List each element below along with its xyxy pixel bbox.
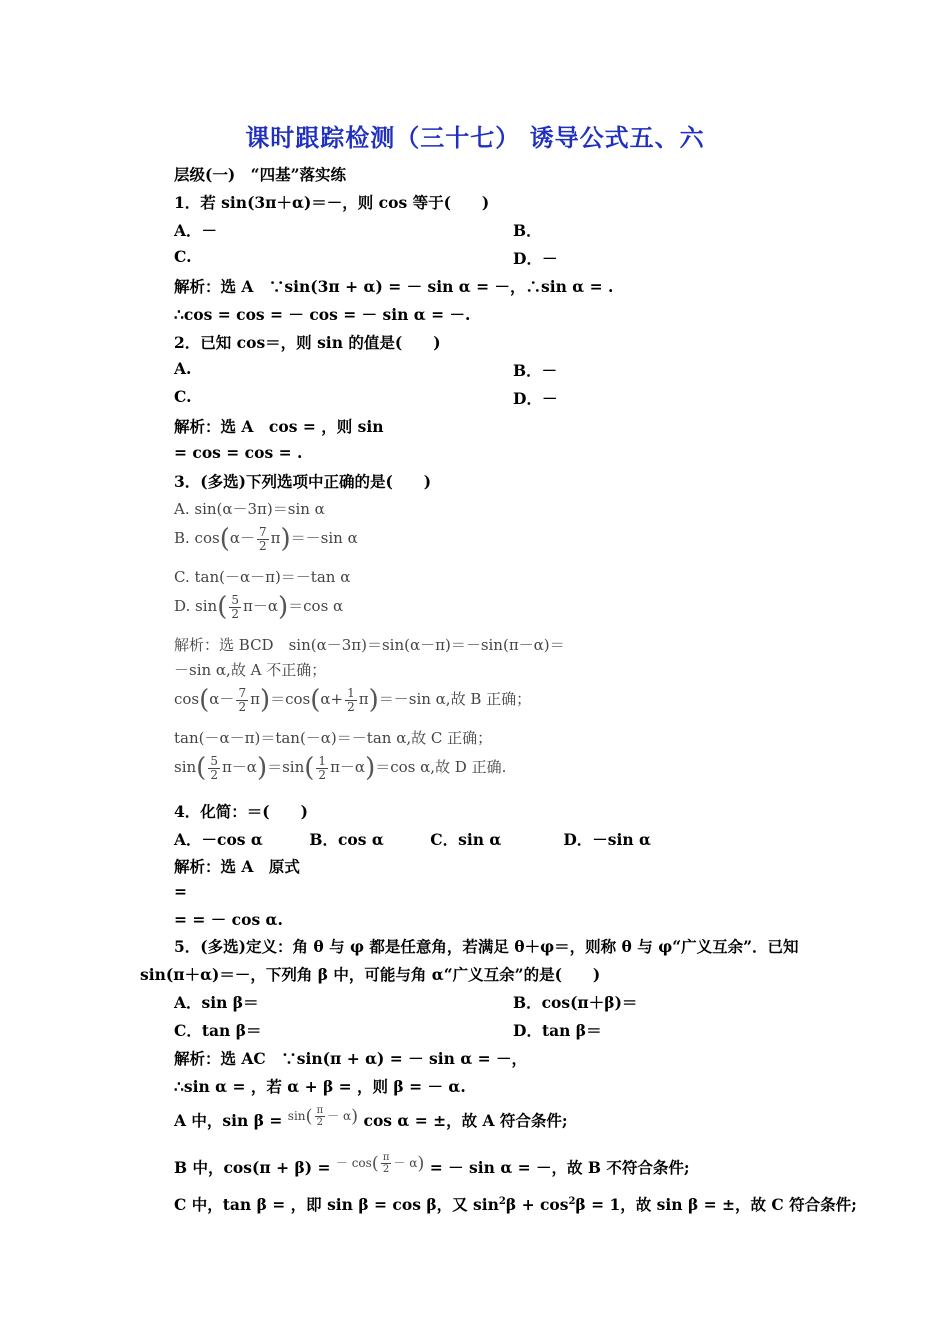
denominator: 2 bbox=[238, 699, 247, 714]
q5-stem-line-1: 5．(多选)定义：角 θ 与 φ 都是任意角，若满足 θ＋φ＝，则称 θ 与 φ“广义互余”．已知 bbox=[174, 937, 799, 956]
q5-solution-line-1: 解析：选 AC ∵sin(π + α) = － sin α = －， bbox=[174, 1049, 528, 1068]
q3-solution-line-5 bbox=[174, 753, 506, 783]
q5-option-b: B．cos(π＋β)＝ bbox=[513, 993, 638, 1012]
left-paren: ( bbox=[219, 524, 230, 554]
q3-solution-line-3 bbox=[174, 685, 531, 715]
right-paren: ) bbox=[417, 1153, 425, 1174]
q3-solution-line-2: －sin α,故 A 不正确； bbox=[174, 661, 327, 679]
fraction bbox=[236, 687, 248, 714]
expr-part: β + cos bbox=[505, 1195, 569, 1214]
q5-solution-b bbox=[174, 1152, 690, 1178]
q3-option-b-prefix: B. cos bbox=[174, 529, 220, 547]
q4-options: A．－cos α B．cos α C．sin α D．－sin α bbox=[174, 830, 651, 849]
inline-formula-image bbox=[287, 1105, 359, 1128]
fraction bbox=[315, 1105, 326, 1128]
q4-solution-line-2: = bbox=[174, 882, 187, 901]
q2-solution-line-1: 解析：选 A cos = ，则 sin bbox=[174, 417, 384, 436]
expr-part: β = 1，故 sin β = ±，故 C 符合条件; bbox=[575, 1195, 857, 1214]
q1-option-a: A．－ bbox=[174, 221, 218, 240]
q2-option-d: D．－ bbox=[513, 389, 558, 408]
numerator: π bbox=[316, 1105, 324, 1116]
fraction bbox=[229, 594, 241, 621]
superscript: 2 bbox=[568, 1195, 576, 1207]
expr-part: C 中，tan β = ，即 sin β = cos β，又 sin bbox=[174, 1195, 499, 1214]
expr-part: ＝－sin α,故 B 正确； bbox=[378, 690, 532, 708]
expr-part: － cos bbox=[335, 1156, 372, 1170]
expr-part: B 中，cos(π + β) = bbox=[174, 1158, 331, 1178]
q5-solution-line-2: ∴sin α = ，若 α + β = ，则 β = － α. bbox=[174, 1077, 466, 1096]
fraction bbox=[345, 687, 357, 714]
left-paren: ( bbox=[305, 1106, 313, 1127]
page-title: 课时跟踪检测（三十七） 诱导公式五、六 bbox=[245, 123, 705, 152]
section-heading: 层级(一) “四基”落实练 bbox=[174, 165, 346, 184]
expr-part: sin bbox=[174, 758, 197, 776]
q5-option-c: C．tan β＝ bbox=[174, 1021, 262, 1040]
q1-stem: 1．若 sin(3π＋α)＝－，则 cos 等于( ) bbox=[174, 193, 490, 212]
inline-formula-image bbox=[335, 1152, 425, 1175]
q3-solution-line-1: 解析：选 BCD sin(α－3π)＝sin(α－π)＝－sin(π－α)＝ bbox=[174, 636, 565, 654]
q3-option-a: A. sin(α－3π)＝sin α bbox=[174, 500, 325, 518]
q4-solution-line-1: 解析：选 A 原式 bbox=[174, 857, 300, 876]
q1-option-d: D．－ bbox=[513, 249, 558, 268]
expr-part: π bbox=[250, 690, 260, 708]
expr-part: α+ bbox=[320, 690, 344, 708]
q3-option-d bbox=[174, 592, 343, 622]
denominator: 2 bbox=[382, 1164, 390, 1175]
q3-option-b bbox=[174, 524, 358, 554]
expr-part: － α bbox=[393, 1156, 418, 1170]
expr-part: cos α = ±，故 A 符合条件; bbox=[363, 1111, 568, 1131]
q3-option-c: C. tan(－α－π)＝－tan α bbox=[174, 568, 351, 586]
q3-stem: 3．(多选)下列选项中正确的是( ) bbox=[174, 472, 432, 491]
left-paren: ( bbox=[304, 753, 315, 783]
q2-option-b: B．－ bbox=[513, 361, 558, 380]
q5-option-d: D．tan β＝ bbox=[513, 1021, 602, 1040]
expr-part: cos bbox=[174, 690, 200, 708]
q3-option-d-inner: π－α bbox=[242, 597, 278, 615]
expr-part: － α bbox=[327, 1109, 352, 1123]
q2-option-c: C. bbox=[174, 387, 192, 406]
denominator: 2 bbox=[259, 538, 267, 553]
right-paren: ) bbox=[256, 753, 268, 783]
denominator: 2 bbox=[316, 1117, 324, 1128]
expr-part: π－α bbox=[221, 758, 257, 776]
numerator: 5 bbox=[231, 592, 239, 607]
left-paren: ( bbox=[217, 592, 228, 622]
numerator: 7 bbox=[259, 524, 267, 539]
superscript: 2 bbox=[498, 1195, 506, 1207]
fraction bbox=[257, 526, 269, 553]
expr-part: ＝sin bbox=[267, 758, 305, 776]
q2-option-a: A. bbox=[174, 359, 192, 378]
q5-option-a: A．sin β＝ bbox=[174, 993, 259, 1012]
expr-part: A 中，sin β = bbox=[174, 1111, 283, 1131]
q3-option-d-rhs: ＝cos α bbox=[288, 597, 344, 615]
right-paren: ) bbox=[351, 1106, 359, 1127]
q2-stem: 2．已知 cos＝，则 sin 的值是( ) bbox=[174, 333, 441, 352]
left-paren: ( bbox=[196, 753, 207, 783]
fraction bbox=[208, 755, 220, 782]
fraction bbox=[316, 755, 328, 782]
expr-part: π－α bbox=[330, 758, 366, 776]
q3-option-b-inner: α－ bbox=[229, 529, 255, 547]
numerator: 7 bbox=[238, 685, 247, 700]
denominator: 2 bbox=[210, 767, 218, 782]
expr-part: = － sin α = －，故 B 不符合条件; bbox=[429, 1158, 690, 1178]
left-paren: ( bbox=[199, 685, 210, 715]
expr-part: ＝cos bbox=[270, 690, 311, 708]
q1-solution-line-1: 解析：选 A ∵sin(3π + α) = － sin α = －，∴sin α = . bbox=[174, 277, 614, 296]
right-paren: ) bbox=[368, 685, 379, 715]
q5-solution-a bbox=[174, 1105, 568, 1131]
right-paren: ) bbox=[259, 685, 271, 715]
fraction bbox=[381, 1152, 392, 1175]
q1-option-c: C. bbox=[174, 247, 192, 266]
q2-solution-line-2: = cos = cos = . bbox=[174, 443, 303, 462]
q4-solution-line-3: = = － cos α. bbox=[174, 910, 283, 929]
q1-option-b: B． bbox=[513, 221, 542, 240]
q1-solution-line-2: ∴cos = cos = － cos = － sin α = －. bbox=[174, 305, 471, 324]
expr-part: sin bbox=[287, 1109, 306, 1123]
expr-part: ＝cos α,故 D 正确. bbox=[375, 758, 507, 776]
q3-option-b-pi: π bbox=[270, 529, 281, 547]
right-paren: ) bbox=[280, 524, 291, 554]
q4-stem: 4．化简：＝( ) bbox=[174, 802, 308, 821]
denominator: 2 bbox=[231, 606, 239, 621]
numerator: 1 bbox=[318, 753, 327, 768]
numerator: 1 bbox=[347, 685, 355, 700]
denominator: 2 bbox=[318, 767, 327, 782]
left-paren: ( bbox=[371, 1153, 379, 1174]
denominator: 2 bbox=[347, 699, 355, 714]
q3-solution-line-4: tan(－α－π)＝tan(－α)＝－tan α,故 C 正确； bbox=[174, 729, 493, 747]
q5-stem-line-2: sin(π＋α)＝－，下列角 β 中，可能与角 α“广义互余”的是( ) bbox=[140, 965, 601, 984]
q3-option-b-rhs: ＝－sin α bbox=[290, 529, 358, 547]
right-paren: ) bbox=[365, 753, 376, 783]
numerator: π bbox=[382, 1152, 390, 1163]
left-paren: ( bbox=[310, 685, 321, 715]
expr-part: π bbox=[358, 690, 369, 708]
q5-solution-c bbox=[174, 1193, 857, 1215]
expr-part: α－ bbox=[209, 690, 235, 708]
numerator: 5 bbox=[210, 753, 218, 768]
q3-option-d-prefix: D. sin bbox=[174, 597, 218, 615]
right-paren: ) bbox=[277, 592, 289, 622]
